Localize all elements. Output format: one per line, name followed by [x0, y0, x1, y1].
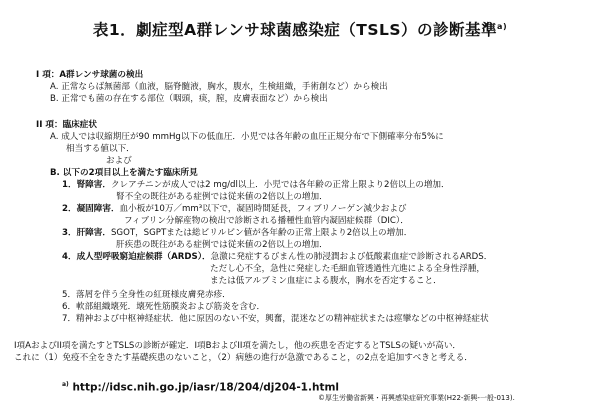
criterion-2-cont: フィブリン分解産物の検出で診断される播種性血管内凝固症候群（DIC）． [124, 216, 409, 226]
section-2-item-a-cont: 相当する値以下． [66, 144, 135, 154]
criterion-4-cont-1: ただし心不全，急性に発症した毛細血管透過性亢進による全身性浮腫， [210, 264, 486, 274]
criterion-2: 2．凝固障害．血小板が10万／mm³以下で，凝固時間延長，フィブリノーゲン減少および [62, 204, 407, 214]
section-2-heading: II 項：臨床症状 [36, 120, 97, 130]
criterion-3: 3．肝障害．SGOT，SGPTまたは総ビリルビン値が各年齢の正常上限より2倍以上の増加． [62, 228, 413, 238]
section-1-heading: I 項：A群レンサ球菌の検出 [36, 70, 144, 80]
diagnosis-note-1: I項AおよびII項を満たすとTSLSの診断が確定．I項BおよびII項を満たし，他の疾患を否定するとTSLSの疑いが高い． [14, 341, 462, 351]
section-2-and: および [106, 156, 132, 166]
section-1-item-b: B. 正常でも菌の存在する部位（咽頭，痰，膣，皮膚表面など）から検出 [50, 94, 328, 104]
section-2-item-b: B. 以下の2項目以上を満たす臨床所見 [50, 168, 198, 178]
criterion-3-cont: 肝疾患の既往がある症例では従来値の2倍以上の増加． [116, 240, 328, 250]
footnote-url: $^{a)}$ http://idsc.nih.go.jp/iasr/18/204/dj204-1.html [62, 381, 340, 394]
criterion-4: 4．成人型呼吸窮迫症候群（ARDS）．急激に発症するびまん性の肺浸潤および低酸素血症で診断されるARDS． [62, 252, 493, 262]
section-1-item-a: A. 正常ならば無菌部（血液，脳脊髄液，胸水，腹水，生検組織，手術創など）から検出 [50, 82, 388, 92]
criterion-1-cont: 腎不全の既往がある症例では従来値の2倍以上の増加． [116, 192, 328, 202]
copyright-credit: ©厚生労働省新興・再興感染症研究事業(H22-新興-一般-013). [318, 394, 515, 402]
criterion-1: 1．腎障害．クレアチニンが成人では2 mg/dl以上．小児では各年齢の正常上限より2倍以上の増加． [62, 180, 450, 190]
diagnosis-note-2: これに（1）免疫不全をきたす基礎疾患のないこと，（2）病態の進行が急激であること，の2点を追加すべきと考える． [14, 353, 473, 363]
section-2-item-a: A. 成人では収縮期圧が90 mmHg以下の低血圧．小児では各年齢の血圧正規分布で下側確率分布5%に [50, 132, 444, 142]
criterion-5: 5．落屑を伴う全身性の紅斑様皮膚発赤疹． [62, 290, 231, 300]
criterion-4-cont-2: または低アルブミン血症による腹水，胸水を否定すること． [210, 276, 442, 286]
criterion-7: 7．精神および中枢神経症状．他に原因のない不安，興奮，混迷などの精神症状または痙攣などの中枢神経症状 [62, 314, 489, 324]
criterion-6: 6．軟部組織壊死．壊死性筋膜炎および筋炎を含む． [62, 302, 266, 312]
page-title: 表1．劇症型A群レンサ球菌感染症（TSLS）の診断基準$^{a)}$ [92, 21, 508, 39]
